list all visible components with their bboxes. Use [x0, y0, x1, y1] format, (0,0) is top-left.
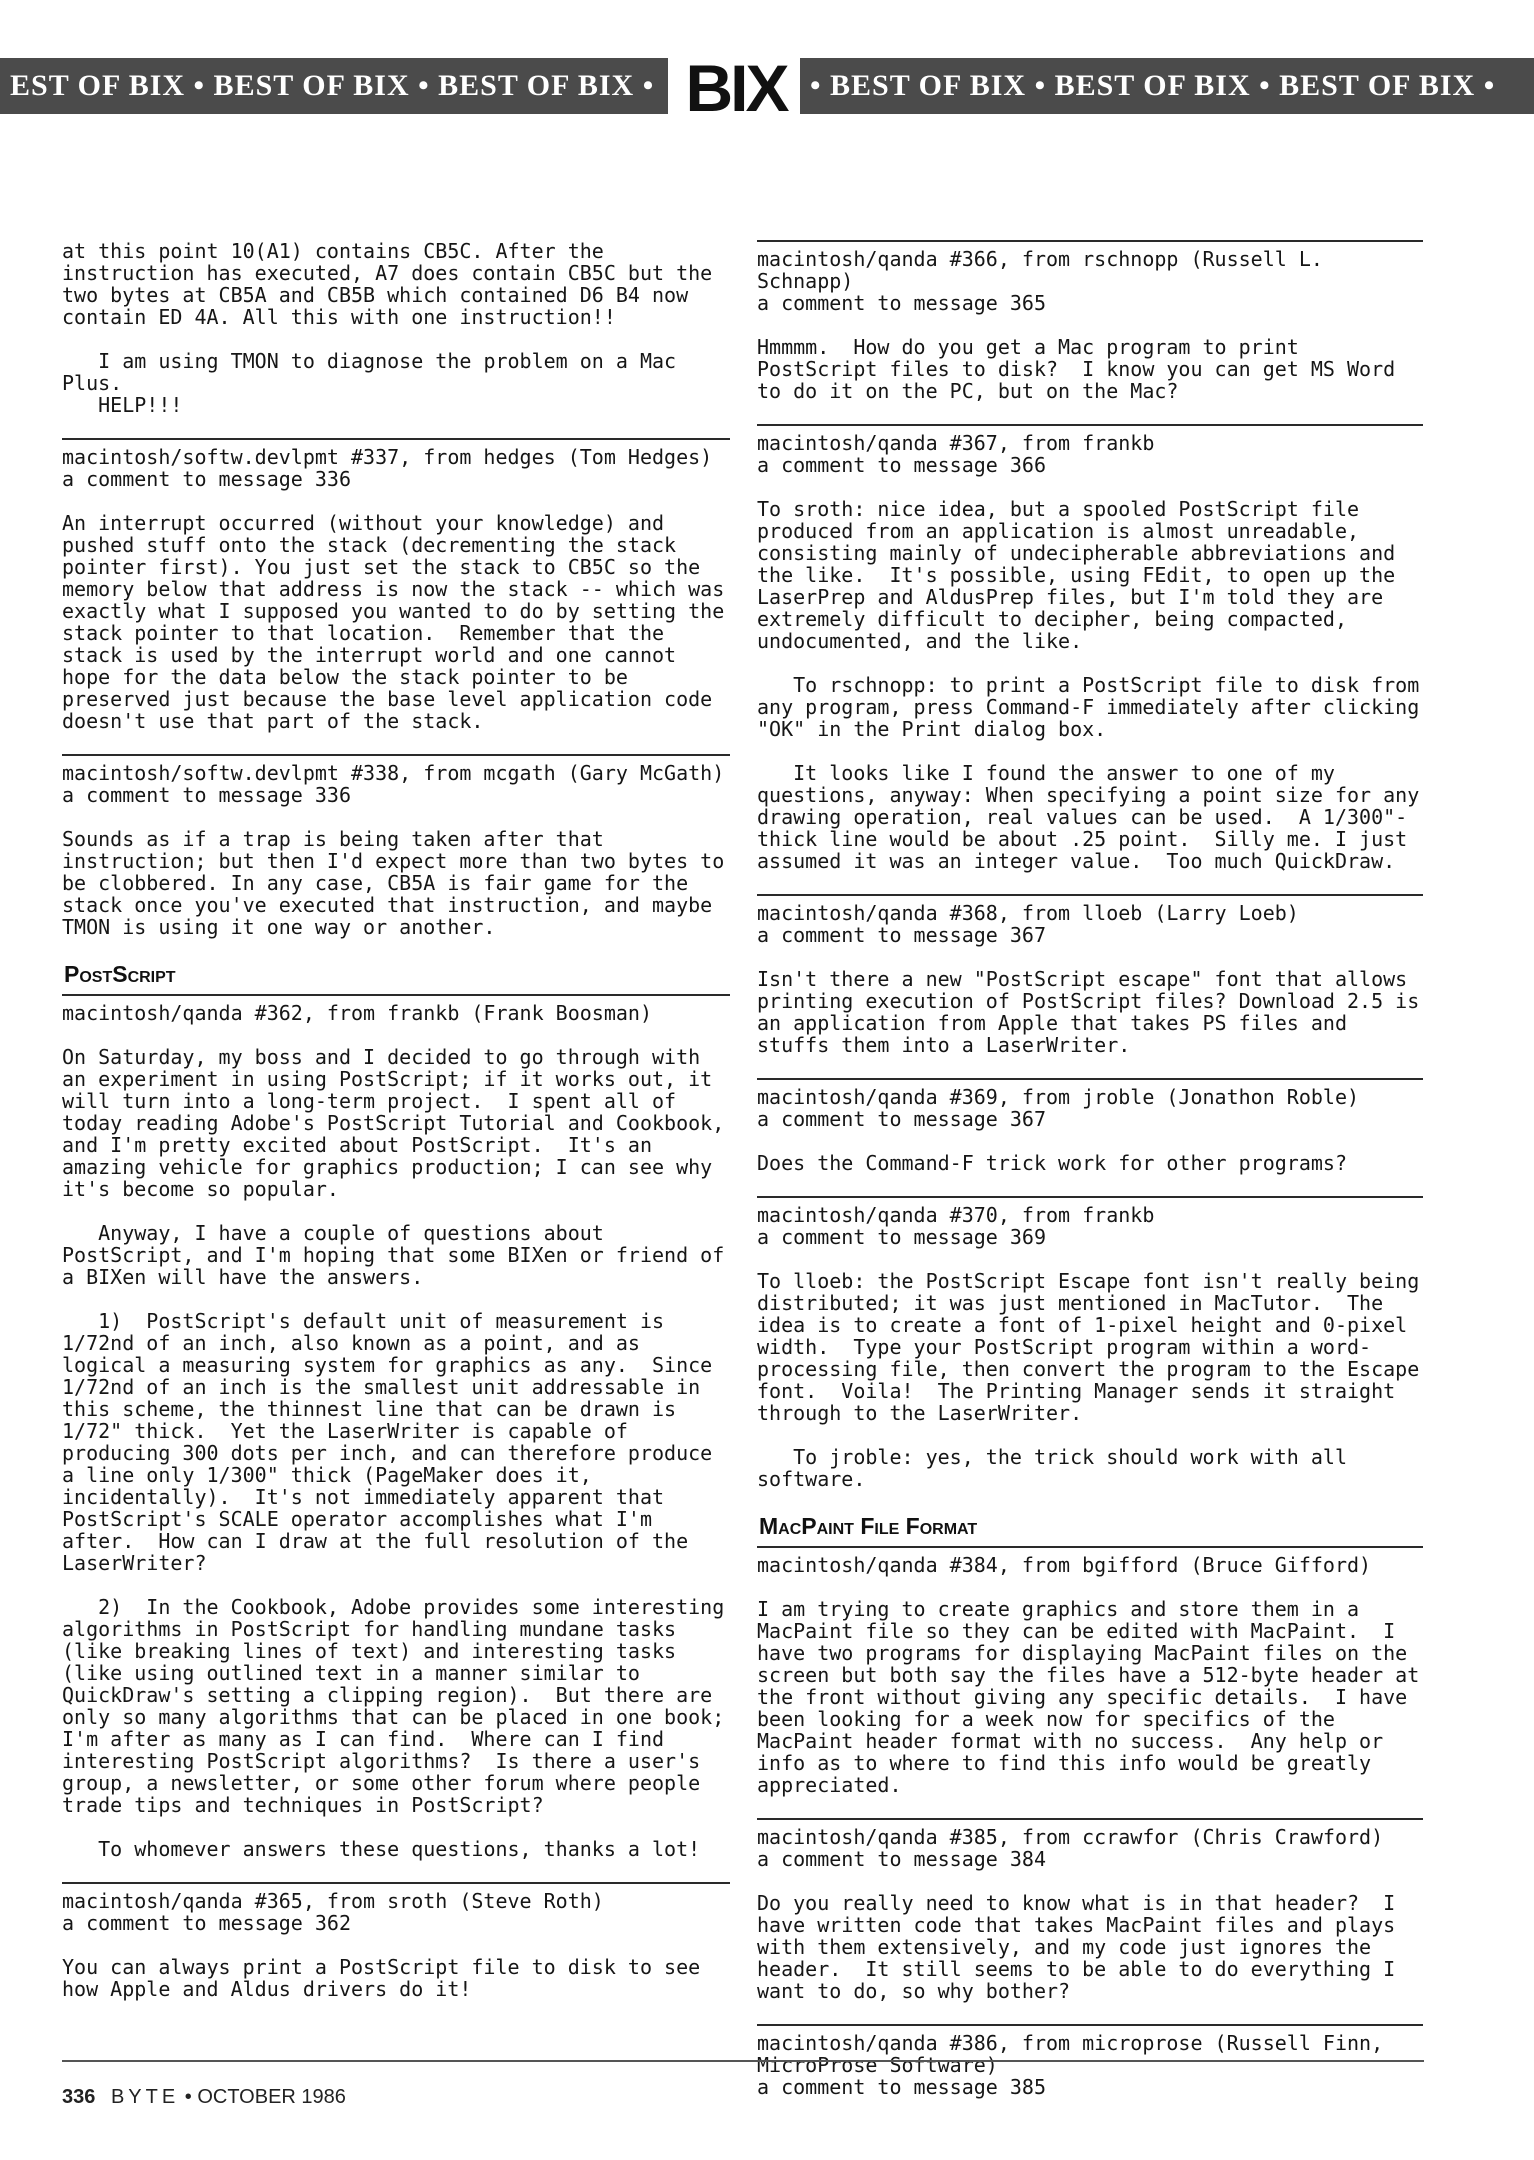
message-header: macintosh/qanda #385, from ccrawfor (Chris Crawford) a comment to message 384 [757, 1818, 1423, 1870]
right-column [757, 240, 1423, 2120]
issue-date: OCTOBER 1986 [197, 2086, 346, 2108]
message-paragraph: I am trying to create graphics and store them in a MacPaint file so they can be edited with MacPaint. I have two programs for displaying MacPaint files on the screen but both say the files have a 512-byte header at the front without giving any specific details. I have been looking for a week now for specifics of the MacPaint header format with no success. Any help or info as to where to find this info would be greatly appreciated. [757, 1597, 1420, 1797]
message-paragraph: To sroth: nice idea, but a spooled PostScript file produced from an application is almost unreadable, consisting mainly of undecipherable abbreviations and the like. It's possible, using FEdit, to open up the LaserPrep and AldusPrep files, but I'm told they are extremely difficult to decipher, being compacted, undocumented, and the like. [757, 497, 1396, 653]
message-header: macintosh/qanda #369, from jroble (Jonathon Roble) a comment to message 367 [757, 1078, 1423, 1130]
message-paragraph: Hmmmm. How do you get a Mac program to print PostScript files to disk? I know you can get MS Word to do it on the PC, but on the Mac? [757, 335, 1396, 403]
section-heading: PostScript [64, 961, 176, 987]
page-footer [62, 2086, 346, 2109]
left-column [62, 240, 730, 2022]
message-header: macintosh/softw.devlpmt #338, from mcgath (Gary McGath) a comment to message 336 [62, 754, 730, 806]
footer-rule [62, 2060, 1424, 2062]
section-heading: MacPaint File Format [759, 1513, 978, 1539]
banner-left-band: EST OF BIX • BEST OF BIX • BEST OF BIX • [0, 58, 668, 114]
message-paragraph: Sounds as if a trap is being taken after that instruction; but then I'd expect more than two bytes to be clobbered. In any case, CB5A is fair game for the stack once you've executed that instruction, and maybe TMON is using it one way or another. [62, 827, 725, 939]
message-paragraph: On Saturday, my boss and I decided to go through with an experiment in using PostScript; if it works out, it will turn into a long-term project. I spent all of today reading Adobe's PostScript Tutorial and Cookbook, and I'm pretty excited about PostScript. It's an amazing vehicle for graphics production; I can see why it's become so popular. [62, 1045, 725, 1201]
message-header: macintosh/softw.devlpmt #337, from hedges (Tom Hedges) a comment to message 336 [62, 438, 730, 490]
message-paragraph: To jroble: yes, the trick should work with all software. [757, 1445, 1348, 1491]
message-header: macintosh/qanda #362, from frankb (Frank Boosman) [62, 994, 730, 1024]
message-header: macintosh/qanda #370, from frankb a comment to message 369 [757, 1196, 1423, 1248]
message-paragraph: Does the Command-F trick work for other programs? [757, 1151, 1348, 1175]
banner-right-band: • BEST OF BIX • BEST OF BIX • BEST OF BIX • [800, 58, 1534, 114]
message-paragraph: To whomever answers these questions, thanks a lot! [62, 1837, 701, 1861]
footer-separator: • [184, 2086, 192, 2108]
message-header: macintosh/qanda #367, from frankb a comment to message 366 [757, 424, 1423, 476]
message-header: macintosh/qanda #365, from sroth (Steve Roth) a comment to message 362 [62, 1882, 730, 1934]
page-number: 336 [62, 2086, 96, 2108]
message-paragraph: Do you really need to know what is in that header? I have written code that takes MacPaint files and plays with them extensively, and my code just ignores the header. It still seems to be able to do everything I want to do, so why bother? [757, 1891, 1396, 2003]
message-paragraph: Isn't there a new "PostScript escape" font that allows printing execution of PostScript files? Download 2.5 is an application from Apple that takes PS files and stuffs them into a LaserWriter. [757, 967, 1420, 1057]
message-paragraph: You can always print a PostScript file to disk to see how Apple and Aldus drivers do it! [62, 1955, 701, 2001]
message-header: macintosh/qanda #366, from rschnopp (Russell L. Schnapp) a comment to message 365 [757, 240, 1423, 314]
message-paragraph: I am using TMON to diagnose the problem on a Mac Plus. HELP!!! [62, 349, 677, 417]
message-header: macintosh/qanda #368, from lloeb (Larry Loeb) a comment to message 367 [757, 894, 1423, 946]
message-paragraph: It looks like I found the answer to one of my questions, anyway: When specifying a point size for any drawing operation, real values can be used. A 1/300"- thick line would be about .25 point. Silly me. I just assumed it was an integer value. Too much QuickDraw. [757, 761, 1420, 873]
message-paragraph: 2) In the Cookbook, Adobe provides some interesting algorithms in PostScript for handling mundane tasks (like breaking lines of text) and interesting tasks (like using outlined text in a manner similar to QuickDraw's setting a clipping region). But there are only so many algorithms that can be placed in one book; I'm after as many as I can find. Where can I find interesting PostScript algorithms? Is there a user's group, a newsletter, or some other forum where people trade tips and techniques in PostScript? [62, 1595, 725, 1817]
best-of-bix-banner [0, 51, 1534, 125]
message-paragraph: Anyway, I have a couple of questions about PostScript, and I'm hoping that some BIXen or friend of a BIXen will have the answers. [62, 1221, 725, 1289]
magazine-name: BYTE [110, 2086, 180, 2108]
message-header: macintosh/qanda #384, from bgifford (Bruce Gifford) [757, 1546, 1423, 1576]
message-paragraph: An interrupt occurred (without your knowledge) and pushed stuff onto the stack (decrementing the stack pointer first). You just set the stack to CB5C so the memory below that address is now the stack -- which was exactly what I supposed you wanted to do by setting the stack pointer to that location. Remember that the stack is used by the interrupt world and one cannot hope for the data below the stack pointer to be preserved just because the base level application code doesn't use that part of the stack. [62, 511, 725, 733]
message-paragraph: To lloeb: the PostScript Escape font isn't really being distributed; it was just mentioned in MacTutor. The idea is to create a font of 1-pixel height and 0-pixel width. Type your PostScript program within a word- processing file, then convert the program to the Escape font. Voila! The Printing Manager sends it straight through to the LaserWriter. [757, 1269, 1420, 1425]
message-paragraph: To rschnopp: to print a PostScript file to disk from any program, press Command-F immediately after clicking "OK" in the Print dialog box. [757, 673, 1420, 741]
message-header: macintosh/qanda #386, from microprose (Russell Finn, MicroProse Software) a comment to message 385 [757, 2024, 1423, 2098]
bix-logo: BIX [685, 51, 787, 125]
message-paragraph: at this point 10(A1) contains CB5C. After the instruction has executed, A7 does contain CB5C but the two bytes at CB5A and CB5B which contained D6 B4 now contain ED 4A. All this with one instruction!! [62, 239, 713, 329]
message-paragraph: 1) PostScript's default unit of measurement is 1/72nd of an inch, also known as a point, and as logical a measuring system for graphics as any. Since 1/72nd of an inch is the smallest unit addressable in this scheme, the thinnest line that can be drawn is 1/72" thick. Yet the LaserWriter is capable of producing 300 dots per inch, and can therefore produce a line only 1/300" thick (PageMaker does it, incidentally). It's not immediately apparent that PostScript's SCALE operator accomplishes what I'm after. How can I draw at the full resolution of the LaserWriter? [62, 1309, 713, 1575]
